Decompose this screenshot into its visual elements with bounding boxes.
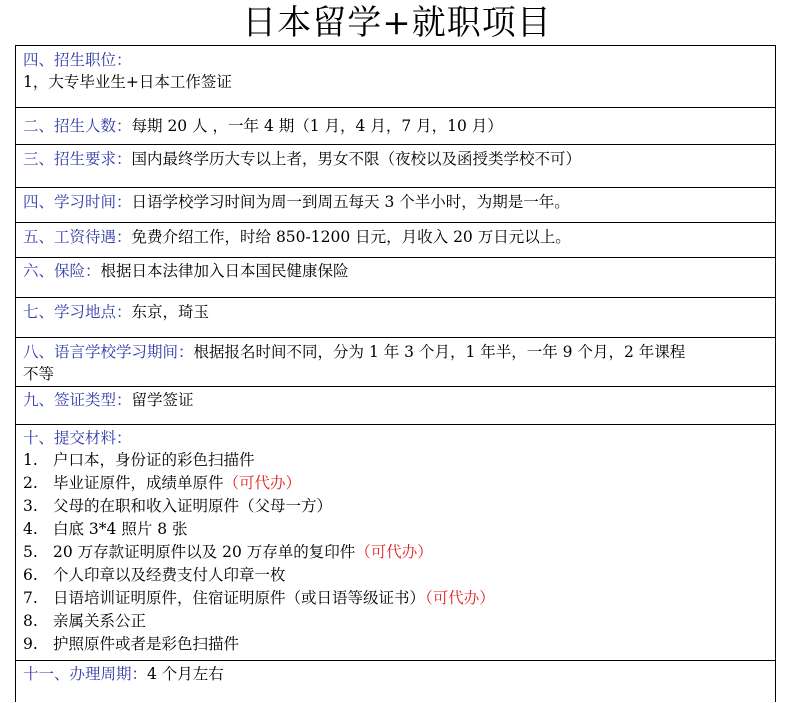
row-value: 根据报名时间不同，分为 1 年 3 个月，1 年半，一年 9 个月，2 年课程: [193, 343, 686, 361]
note-optional-proxy: （可代办）: [223, 474, 302, 492]
row-label: 八、语言学校学习期间：: [23, 343, 194, 361]
list-item: 9. 护照原件或者是彩色扫描件: [23, 635, 240, 653]
list-item: 7. 日语培训证明原件，住宿证明原件（或日语等级证书）（可代办）: [23, 589, 495, 607]
row-processing-period: [16, 661, 775, 703]
row-insurance: [16, 258, 775, 298]
row-label: 九、签证类型：: [23, 391, 132, 409]
row-school-period: [16, 338, 775, 387]
row-location: [16, 298, 775, 338]
row-study-time: [16, 188, 775, 223]
list-item: 2. 毕业证原件，成绩单原件（可代办）: [23, 474, 302, 492]
row-value: 4 个月左右: [147, 665, 224, 683]
note-optional-proxy: （可代办）: [425, 589, 495, 607]
row-enrollment-count: [16, 108, 775, 145]
row-label: 十、提交材料：: [23, 429, 132, 447]
row-label: 四、招生职位：: [23, 51, 132, 69]
row-value: 东京，琦玉: [131, 303, 210, 321]
list-item: 3. 父母的在职和收入证明原件（父母一方）: [23, 497, 333, 515]
row-value: 每期 20 人 ，一年 4 期（1 月，4 月，7 月，10 月）: [131, 117, 503, 135]
row-label: 二、招生人数：: [23, 117, 132, 135]
row-label: 十一、办理周期：: [23, 665, 148, 683]
row-value-continued: 不等: [23, 365, 55, 383]
materials-list: [23, 449, 769, 656]
info-table: [15, 45, 776, 702]
list-item: 8. 亲属关系公正: [23, 612, 147, 630]
row-value: 国内最终学历大专以上者，男女不限（夜校以及函授类学校不可）: [131, 150, 582, 168]
list-item: 5. 20 万存款证明原件以及 20 万存单的复印件（可代办）: [23, 543, 433, 561]
row-salary: [16, 223, 775, 258]
row-label: 六、保险：: [23, 262, 101, 280]
row-value: 免费介绍工作，时给 850-1200 日元，月收入 20 万日元以上。: [131, 228, 571, 246]
list-item: 1. 户口本，身份证的彩色扫描件: [23, 451, 255, 469]
row-value: 日语学校学习时间为周一到周五每天 3 个半小时，为期是一年。: [131, 193, 570, 211]
row-label: 五、工资待遇：: [23, 228, 132, 246]
row-label: 三、招生要求：: [23, 150, 132, 168]
row-positions: [16, 46, 775, 108]
note-optional-proxy: （可代办）: [355, 543, 433, 561]
row-visa-type: [16, 387, 775, 425]
page-title: 日本留学+就职项目: [242, 3, 552, 43]
row-materials: [16, 425, 775, 661]
list-item: 6. 个人印章以及经费支付人印章一枚: [23, 566, 286, 584]
row-label: 四、学习时间：: [23, 193, 132, 211]
row-value: 根据日本法律加入日本国民健康保险: [100, 262, 349, 280]
row-label: 七、学习地点：: [23, 303, 132, 321]
row-value: 1，大专毕业生+日本工作签证: [23, 73, 232, 91]
list-item: 4. 白底 3*4 照片 8 张: [23, 520, 188, 538]
row-requirements: [16, 145, 775, 188]
row-value: 留学签证: [131, 391, 194, 409]
